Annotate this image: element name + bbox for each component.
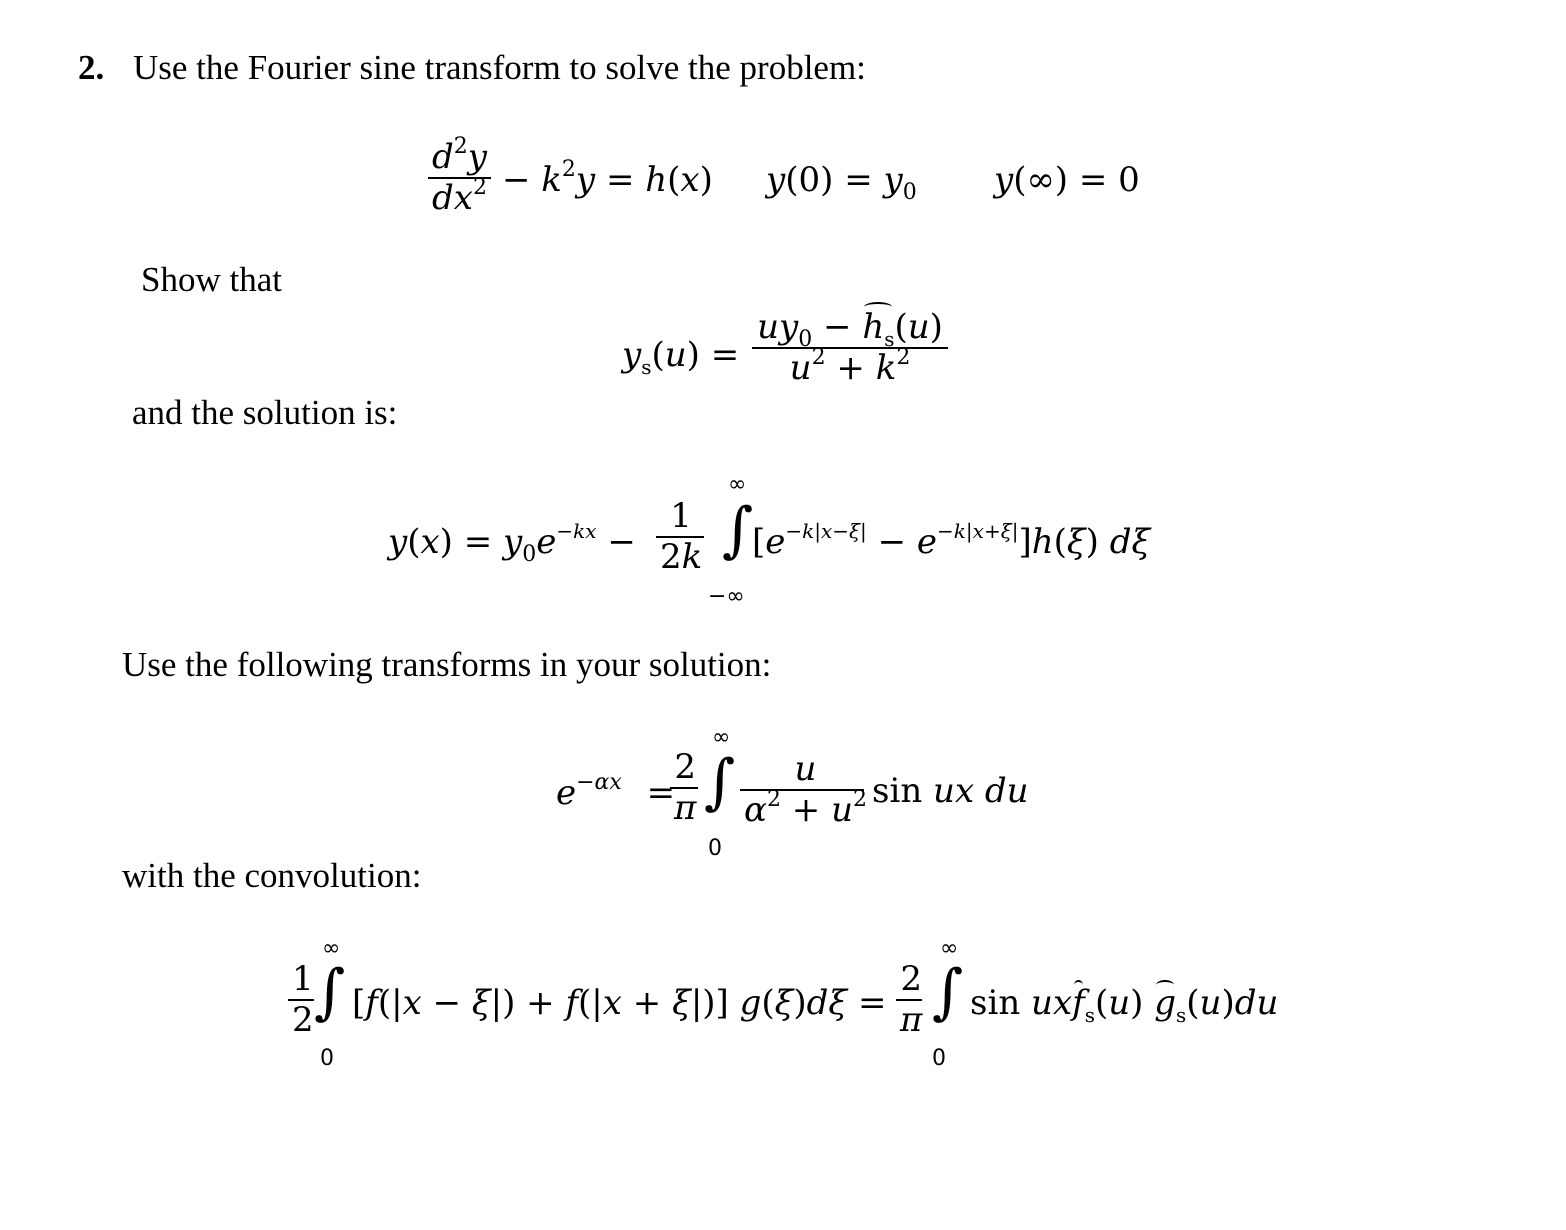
solution-fraction: $\frac{1}{2k}$	[656, 497, 706, 577]
conv-left-integral-icon: ∫	[314, 957, 346, 1027]
solution-integrand: $[e^{-k|x-\xi|} - e^{-k|x+\xi|}]h(\xi)$ dξ	[752, 519, 1151, 562]
exp-integrand-fraction: $\frac{u}{\alpha^2 + u^2}$	[740, 750, 871, 830]
conv-right-integrand: sin uxf$_s$(u) $g_s(u)du$	[970, 983, 1279, 1027]
integral-sign-icon: ∫	[722, 495, 754, 565]
exp-lower-limit: 0	[708, 836, 722, 861]
solution-upper-limit: ∞	[728, 472, 747, 497]
problem-text: Use the Fourier sine transform to solve the problem:	[133, 48, 866, 87]
conv-right-fraction: $\frac{2}{\pi}$	[896, 960, 926, 1040]
conv-right-upper-limit: ∞	[940, 936, 959, 961]
problem-statement	[78, 50, 866, 85]
transformed-lhs: $y_s(u)$ =	[622, 335, 740, 379]
transforms-label: Use the following transforms in your solution:	[122, 645, 772, 684]
exp-integral-sign-icon: ∫	[704, 747, 736, 817]
conv-left-lower-limit: 0	[320, 1046, 334, 1071]
exp-fraction: $\frac{2}{\pi}$	[670, 748, 700, 828]
show-that-label: Show that	[141, 260, 282, 299]
conv-right-integral-icon: ∫	[932, 957, 964, 1027]
conv-left-integrand: [f(|x − ξ|) + f(|x + ξ|)] g(ξ)dξ =	[352, 983, 887, 1023]
ode-rest: − $k^2y = h(x)$	[502, 157, 713, 200]
conv-left-upper-limit: ∞	[322, 936, 341, 961]
convolution-label: with the convolution:	[122, 856, 422, 895]
conv-left-fraction: $\frac{1}{2}$	[288, 960, 318, 1040]
conv-right-lower-limit: 0	[932, 1046, 946, 1071]
boundary-condition-2: y(∞) = 0	[994, 160, 1140, 200]
problem-number: 2.	[78, 48, 105, 87]
exp-tail: sin ux du	[872, 771, 1029, 811]
solution-label: and the solution is:	[132, 393, 398, 432]
exp-lhs: $e^{-\alpha x}$ =	[556, 770, 676, 813]
boundary-condition-1: $y(0) = y_0$	[766, 160, 917, 205]
transformed-fraction: $\frac{uy_0 - h_s(u)}{u^2 + k^2}$	[752, 308, 948, 388]
solution-lhs: $y(x) = y_0e^{-kx}$ −	[388, 519, 636, 567]
ode-equation	[428, 134, 491, 219]
exp-upper-limit: ∞	[712, 725, 731, 750]
ode-derivative: $\frac{d^2y}{dx^2}$	[428, 138, 491, 218]
solution-lower-limit: −∞	[708, 584, 745, 609]
